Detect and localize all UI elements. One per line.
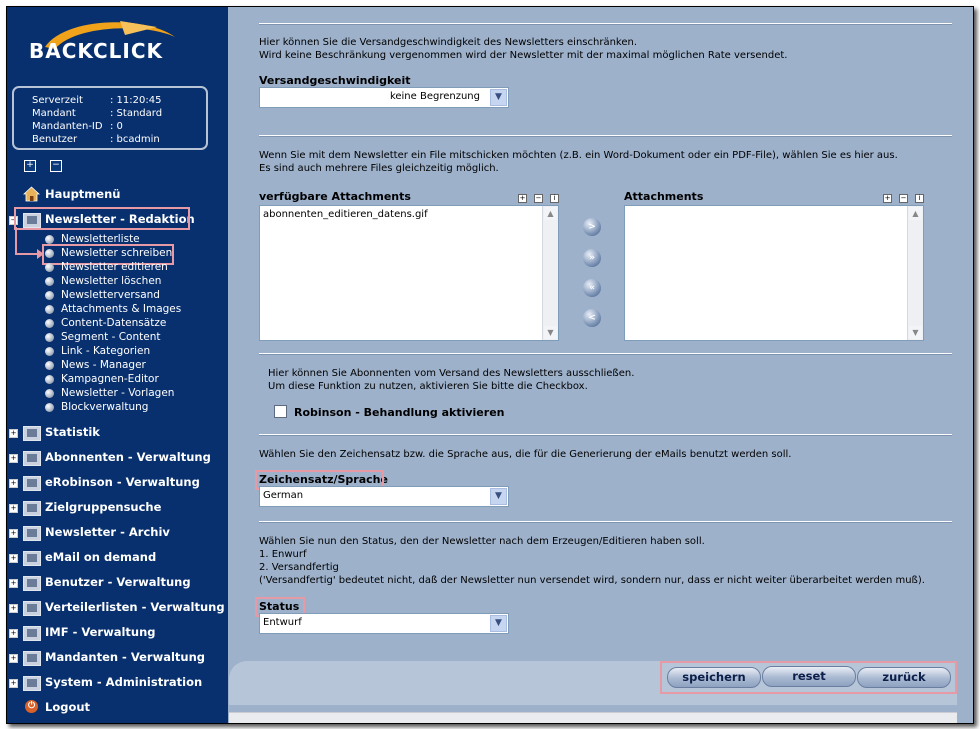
bullet-icon bbox=[45, 403, 54, 412]
bullet-icon bbox=[45, 305, 54, 314]
remove-icon[interactable]: − bbox=[535, 194, 542, 202]
bullet-icon bbox=[45, 361, 54, 370]
server-info-box bbox=[12, 86, 208, 150]
info-icon[interactable]: i bbox=[550, 194, 559, 203]
power-icon: ⏻ bbox=[25, 700, 38, 713]
charset-help-text: Wählen Sie den Zeichensatz bzw. die Sprache aus, die für die Generierung der eMails benutzt werden soll. bbox=[259, 449, 792, 460]
backclick-logo bbox=[25, 17, 185, 77]
pointer-arrow-icon bbox=[7, 217, 47, 267]
expand-icon[interactable]: + bbox=[10, 479, 17, 487]
menu-erobinson-verwaltung[interactable]: + eRobinson - Verwaltung bbox=[10, 475, 200, 489]
chevron-down-icon: ▼ bbox=[490, 615, 507, 632]
menu-newsletter-redaktion[interactable]: − Newsletter - Redaktion bbox=[10, 212, 195, 226]
folder-icon bbox=[23, 451, 41, 466]
move-right-button[interactable]: > bbox=[583, 218, 601, 236]
folder-icon bbox=[23, 526, 41, 541]
menu-imf-verwaltung[interactable]: + IMF - Verwaltung bbox=[10, 625, 156, 639]
main-content bbox=[229, 7, 957, 723]
menu-abonnenten-verwaltung[interactable]: + Abonnenten - Verwaltung bbox=[10, 450, 211, 464]
robinson-checkbox-label: Robinson - Behandlung aktivieren bbox=[294, 406, 505, 419]
page-scroll-gutter bbox=[957, 7, 973, 723]
move-all-left-button[interactable]: « bbox=[583, 279, 601, 297]
expand-icon[interactable]: + bbox=[10, 579, 17, 587]
highlight-buttons bbox=[660, 661, 957, 694]
speed-help-text-2: Wird keine Beschränkung vergenommen wird der Newsletter mit der maximal möglichen Rate versendet. bbox=[259, 50, 788, 61]
bullet-icon bbox=[45, 375, 54, 384]
expand-icon[interactable]: + bbox=[10, 429, 17, 437]
bullet-icon bbox=[45, 333, 54, 342]
speed-select[interactable]: keine Begrenzung ▼ bbox=[259, 87, 509, 108]
menu-hauptmenu[interactable]: Hauptmenü bbox=[7, 185, 228, 207]
expand-icon[interactable]: + bbox=[10, 504, 17, 512]
status-label: Status bbox=[259, 600, 300, 613]
bullet-icon bbox=[45, 263, 54, 272]
folder-icon bbox=[23, 576, 41, 591]
bullet-icon bbox=[45, 277, 54, 286]
bullet-icon bbox=[45, 347, 54, 356]
info-row-benutzer: Benutzer : bcadmin bbox=[32, 134, 160, 145]
save-button[interactable]: speichern bbox=[667, 667, 761, 688]
add-icon[interactable]: + bbox=[884, 194, 891, 202]
menu-benutzer-verwaltung[interactable]: + Benutzer - Verwaltung bbox=[10, 575, 191, 589]
expand-icon[interactable]: + bbox=[10, 529, 17, 537]
move-all-right-button[interactable]: » bbox=[583, 249, 601, 267]
scroll-down-icon[interactable]: ▼ bbox=[909, 326, 922, 339]
menu-newsletter-archiv[interactable]: + Newsletter - Archiv bbox=[10, 525, 170, 539]
logo-text: BACKCLICK bbox=[29, 39, 164, 63]
expand-icon[interactable]: + bbox=[10, 454, 17, 462]
status-help-text-4: ('Versandfertig' bedeutet nicht, daß der Newsletter nun versendet wird, sondern nur, dass er nicht weiter überarbeitet werden muß). bbox=[259, 575, 925, 586]
bullet-icon bbox=[45, 389, 54, 398]
divider bbox=[259, 434, 952, 436]
folder-icon bbox=[23, 426, 41, 441]
speed-help-text-1: Hier können Sie die Versandgeschwindigkeit des Newsletters einschränken. bbox=[259, 37, 638, 48]
menu-verteilerlisten-verwaltung[interactable]: + Verteilerlisten - Verwaltung bbox=[10, 600, 225, 614]
folder-icon bbox=[23, 676, 41, 691]
bullet-icon bbox=[45, 319, 54, 328]
folder-icon bbox=[23, 651, 41, 666]
charset-select[interactable]: German ▼ bbox=[259, 486, 509, 507]
horizontal-scrollbar[interactable] bbox=[229, 712, 957, 724]
status-help-text-2: 1. Enwurf bbox=[259, 549, 307, 560]
info-row-mandant: Mandant : Standard bbox=[32, 108, 163, 119]
charset-label: Zeichensatz/Sprache bbox=[259, 473, 388, 486]
newsletter-form bbox=[234, 7, 950, 659]
folder-icon bbox=[23, 501, 41, 516]
robinson-help-text-1: Hier können Sie Abonnenten vom Versand des Newsletters ausschließen. bbox=[268, 368, 635, 379]
collapse-icon[interactable]: − bbox=[10, 216, 17, 224]
selected-attachments-label: Attachments bbox=[624, 190, 704, 203]
folder-icon bbox=[23, 601, 41, 616]
app-window bbox=[6, 6, 974, 724]
divider bbox=[259, 521, 952, 523]
divider bbox=[259, 23, 952, 25]
menu-system-administration[interactable]: + System - Administration bbox=[10, 675, 203, 689]
add-icon[interactable]: + bbox=[519, 194, 526, 202]
scroll-up-icon[interactable]: ▲ bbox=[544, 207, 557, 220]
info-row-serverzeit: Serverzeit : 11:20:45 bbox=[32, 95, 162, 106]
expand-icon[interactable]: + bbox=[10, 679, 17, 687]
status-help-text-1: Wählen Sie nun den Status, den der Newsletter nach dem Erzeugen/Editieren haben soll. bbox=[259, 536, 705, 547]
bullet-icon bbox=[45, 291, 54, 300]
menu-mandanten-verwaltung[interactable]: + Mandanten - Verwaltung bbox=[10, 650, 206, 664]
status-help-text-3: 2. Versandfertig bbox=[259, 562, 339, 573]
list-item[interactable]: abonnenten_editieren_datens.gif bbox=[263, 209, 428, 220]
remove-icon[interactable]: − bbox=[900, 194, 907, 202]
back-button[interactable]: zurück bbox=[857, 667, 951, 688]
attachments-help-text-2: Es sind auch mehrere Files gleichzeitig möglich. bbox=[259, 163, 499, 174]
expand-icon[interactable]: + bbox=[10, 554, 17, 562]
expand-all-icon[interactable]: + bbox=[24, 160, 36, 172]
chevron-down-icon: ▼ bbox=[490, 488, 507, 505]
home-icon bbox=[23, 186, 40, 202]
menu-zielgruppensuche[interactable]: + Zielgruppensuche bbox=[10, 500, 162, 514]
menu-statistik[interactable]: + Statistik bbox=[10, 425, 100, 439]
expand-icon[interactable]: + bbox=[10, 629, 17, 637]
info-row-mandanten-id: Mandanten-ID : 0 bbox=[32, 121, 123, 132]
folder-icon bbox=[23, 476, 41, 491]
status-select[interactable]: Entwurf ▼ bbox=[259, 613, 509, 634]
attachments-help-text-1: Wenn Sie mit dem Newsletter ein File mitschicken möchten (z.B. ein Word-Dokument oder ein PDF-File), wählen Sie es hier aus. bbox=[259, 150, 898, 161]
scroll-down-icon[interactable]: ▼ bbox=[544, 326, 557, 339]
expand-icon[interactable]: + bbox=[10, 604, 17, 612]
menu-logout[interactable]: ⏻ Logout bbox=[7, 698, 228, 720]
collapse-all-icon[interactable]: − bbox=[50, 160, 62, 172]
expand-icon[interactable]: + bbox=[10, 654, 17, 662]
robinson-checkbox[interactable] bbox=[274, 405, 287, 418]
divider bbox=[259, 135, 952, 137]
button-bar bbox=[229, 661, 957, 705]
menu-email-on-demand[interactable]: + eMail on demand bbox=[10, 550, 157, 564]
available-attachments-list[interactable] bbox=[259, 205, 559, 341]
robinson-help-text-2: Um diese Funktion zu nutzen, aktivieren Sie bitte die Checkbox. bbox=[268, 381, 588, 392]
sidebar: BACKCLICK Serverzeit : 11:20:45 Mandant : Standard Mandanten-ID : 0 Benutzer : bcadmin + − Hauptmenü − Newsletter - Redaktion Newsletterliste Newsletter schreiben Newsletter editieren Newsletter löschen Newsletterversand Attachments & Images Content-Datensätze Segment - Content Link - Kategorien News - Manager Kampagnen-Editor Newsletter - Vorlagen Blockverwaltung + Statistik + Abonnenten - Verwaltung + eRobinson - Verwaltung + Zielgruppensuche + Newsletter - Archiv + eMail on demand + Benutzer - Verwaltung + Verteilerlisten - Verwaltung + IMF - Verwaltung + Mandanten - Verwaltung + System - Administration ⏻ Logout bbox=[7, 7, 228, 723]
folder-icon bbox=[23, 551, 41, 566]
folder-icon bbox=[23, 626, 41, 641]
scroll-up-icon[interactable]: ▲ bbox=[909, 207, 922, 220]
available-attachments-label: verfügbare Attachments bbox=[259, 190, 411, 203]
chevron-down-icon: ▼ bbox=[490, 89, 507, 106]
reset-button[interactable]: reset bbox=[762, 666, 856, 687]
scrollbar[interactable] bbox=[542, 206, 558, 340]
scrollbar[interactable] bbox=[907, 206, 923, 340]
selected-attachments-list[interactable] bbox=[624, 205, 924, 341]
speed-label: Versandgeschwindigkeit bbox=[259, 74, 411, 87]
info-icon[interactable]: i bbox=[915, 194, 924, 203]
move-left-button[interactable]: < bbox=[583, 309, 601, 327]
divider bbox=[259, 353, 952, 355]
